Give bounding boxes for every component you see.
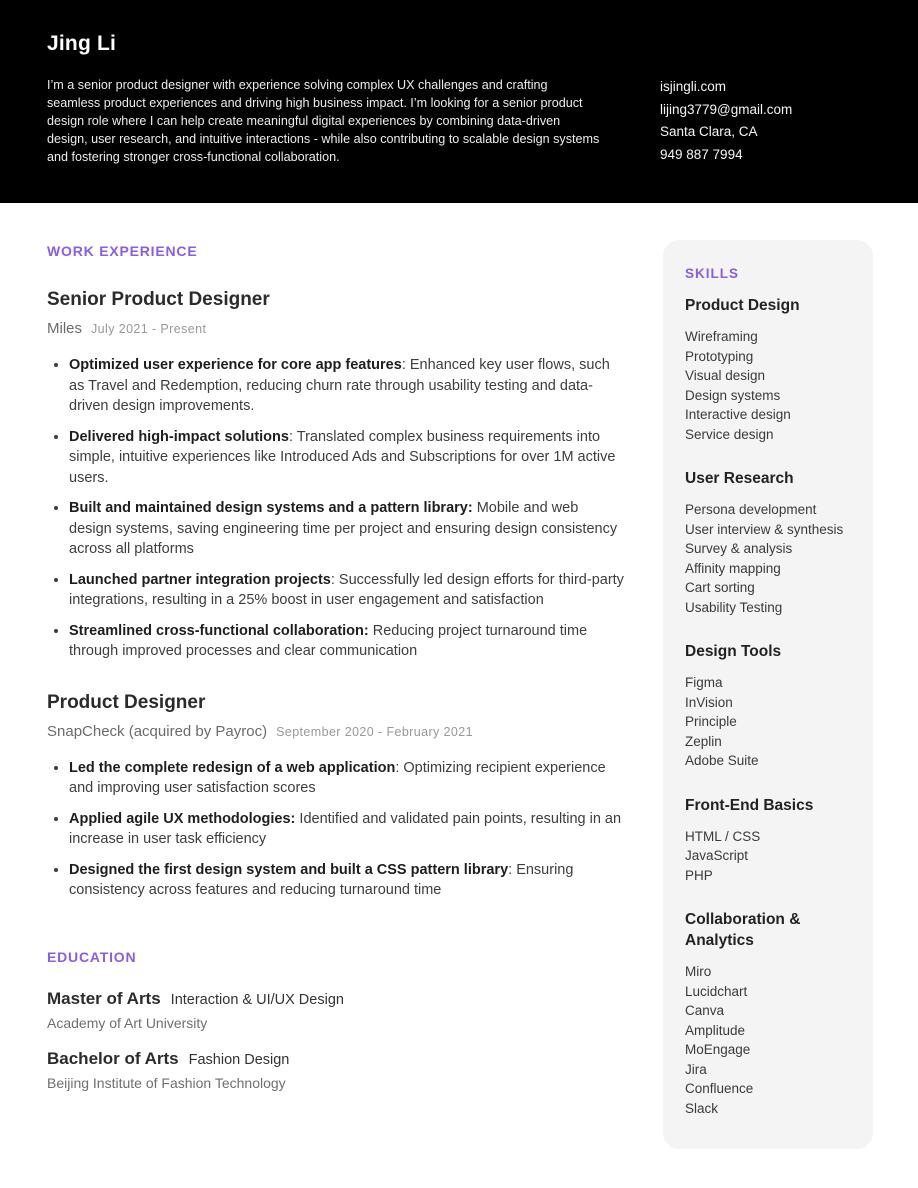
skill-group-title: Front-End Basics [685, 796, 814, 814]
skill-item: Service design [685, 426, 774, 442]
skill-group-title: Product Design [685, 297, 800, 314]
skill-item: Prototyping [685, 348, 754, 364]
bullet-highlight: Delivered high-impact solutions [69, 428, 289, 445]
skill-item: Cart sorting [685, 580, 755, 595]
summary-text: I’m a senior product designer with experience solving complex UX challenges and crafting seamless product experiences and driving high business impact. I’m looking for a senior product design role where I can help create meaningful digital experiences by combining data-driven design, user research, and intuitive interactions - while also contributing to scalable design systems and fostering stronger cross-functional collaboration. [47, 78, 600, 164]
skills-sidebar [663, 240, 873, 1149]
job-bullets [47, 758, 625, 901]
resume-body [0, 203, 918, 1116]
bullet-highlight: Built and maintained design systems and a pattern library: [69, 500, 473, 516]
skill-items [685, 500, 855, 617]
job-bullet: • Led the complete redesign of a web application: Optimizing recipient experience and improving user satisfaction scores [69, 758, 625, 799]
education-heading: EDUCATION [47, 948, 137, 965]
job-title: Product Designer [47, 691, 206, 713]
work-experience-heading: WORK EXPERIENCE [47, 243, 198, 259]
degree-name: Bachelor of Arts [47, 1048, 179, 1068]
skill-item: Interactive design [685, 407, 791, 422]
skill-item: Principle [685, 714, 737, 729]
skill-items [685, 827, 855, 886]
skill-items [685, 673, 855, 771]
skill-item: Adobe Suite [685, 753, 759, 768]
skill-group [685, 295, 855, 444]
skill-group-title: User Research [685, 470, 794, 487]
bullet-highlight: Applied agile UX methodologies: [69, 810, 296, 827]
degree-name: Master of Arts [47, 988, 161, 1008]
skill-group [685, 641, 855, 771]
skill-item: Zeplin [685, 733, 722, 749]
skill-items [685, 962, 855, 1118]
skill-item: Figma [685, 675, 723, 690]
job-dates: September 2020 - February 2021 [276, 724, 473, 739]
person-name: Jing Li [47, 32, 117, 55]
education-list [47, 989, 625, 1091]
job-entry [47, 289, 625, 662]
job-meta [47, 320, 625, 338]
skill-group [685, 468, 855, 617]
skill-group [685, 909, 855, 1118]
contact-website: isjingli.com [660, 79, 727, 94]
skill-item: Survey & analysis [685, 541, 793, 556]
field-of-study: Interaction & UI/UX Design [170, 991, 344, 1008]
education-entry [47, 1049, 625, 1091]
education-entry [47, 989, 625, 1031]
skill-item: PHP [685, 867, 713, 883]
skill-item: Jira [685, 1061, 707, 1077]
job-bullet: • Streamlined cross-functional collaboration: Reducing project turnaround time through improved processes and clear communication [69, 621, 625, 662]
contact-email: lijing3779@gmail.com [660, 101, 793, 117]
skill-item: User interview & synthesis [685, 521, 844, 537]
bullet-highlight: Designed the first design system and built a CSS pattern library [69, 861, 509, 878]
company-name: SnapCheck (acquired by Payroc) [47, 722, 268, 740]
job-title: Senior Product Designer [47, 289, 270, 310]
job-meta [47, 723, 625, 741]
job-bullet: • Designed the first design system and built a CSS pattern library: Ensuring consistency across features and reducing turnaround time [69, 860, 625, 901]
job-bullet: • Delivered high-impact solutions: Translated complex business requirements into simple, intuitive experiences like Introduced Ads and Subscriptions for over 1M active users. [69, 427, 625, 489]
skill-item: Design systems [685, 387, 781, 403]
skill-item: Amplitude [685, 1022, 746, 1038]
skill-items [685, 327, 855, 444]
school-name: Beijing Institute of Fashion Technology [47, 1074, 286, 1091]
bullet-highlight: Launched partner integration projects [69, 571, 331, 588]
field-of-study: Fashion Design [188, 1051, 290, 1068]
skill-item: HTML / CSS [685, 828, 761, 844]
contact-location: Santa Clara, CA [660, 124, 758, 139]
resume-header [0, 0, 918, 203]
skill-groups [685, 295, 855, 1118]
job-bullet: • Applied agile UX methodologies: Identified and validated pain points, resulting in an increase in user task efficiency [69, 809, 625, 850]
job-bullets [47, 355, 625, 662]
contact-block [660, 76, 792, 166]
skill-group-title: Design Tools [685, 643, 782, 660]
skill-item: Canva [685, 1003, 725, 1018]
job-bullet: • Built and maintained design systems and a pattern library: Mobile and web design systems, saving engineering time per project and ensuring design consistency across all platforms [69, 498, 625, 560]
degree-line [47, 1049, 625, 1069]
bullet-highlight: Optimized user experience for core app features [69, 357, 402, 373]
skill-item: MoEngage [685, 1042, 751, 1057]
bullet-highlight: Led the complete redesign of a web application [69, 759, 396, 776]
bullet-highlight: Streamlined cross-functional collaboration: [69, 622, 369, 639]
school-name: Academy of Art University [47, 1014, 208, 1031]
skill-item: Lucidchart [685, 983, 748, 999]
skill-item: Miro [685, 964, 712, 979]
contact-phone: 949 887 7994 [660, 146, 743, 162]
job-bullet: • Optimized user experience for core app features: Enhanced key user flows, such as Travel and Redemption, reducing churn rate through usability testing and data-driven design improvements. [69, 355, 625, 417]
skill-group-title: Collaboration & Analytics [685, 911, 801, 949]
skill-group [685, 795, 855, 886]
skill-item: Affinity mapping [685, 560, 781, 576]
job-dates: July 2021 - Present [91, 322, 207, 336]
skill-item: Wireframing [685, 329, 758, 344]
skill-item: Persona development [685, 502, 817, 517]
skill-item: Visual design [685, 368, 766, 383]
job-entry [47, 692, 625, 901]
job-bullet: • Launched partner integration projects: Successfully led design efforts for third-party integrations, resulting in a 25% boost in user engagement and satisfaction [69, 570, 625, 611]
skill-item: Slack [685, 1100, 719, 1116]
skill-item: InVision [685, 694, 733, 710]
skill-item: JavaScript [685, 848, 749, 863]
degree-line [47, 989, 625, 1009]
header-row [47, 76, 918, 166]
company-name: Miles [47, 320, 83, 337]
main-column [47, 203, 625, 1091]
jobs [47, 289, 625, 901]
skill-item: Confluence [685, 1081, 754, 1096]
skill-item: Usability Testing [685, 599, 783, 615]
skills-heading: SKILLS [685, 266, 740, 281]
